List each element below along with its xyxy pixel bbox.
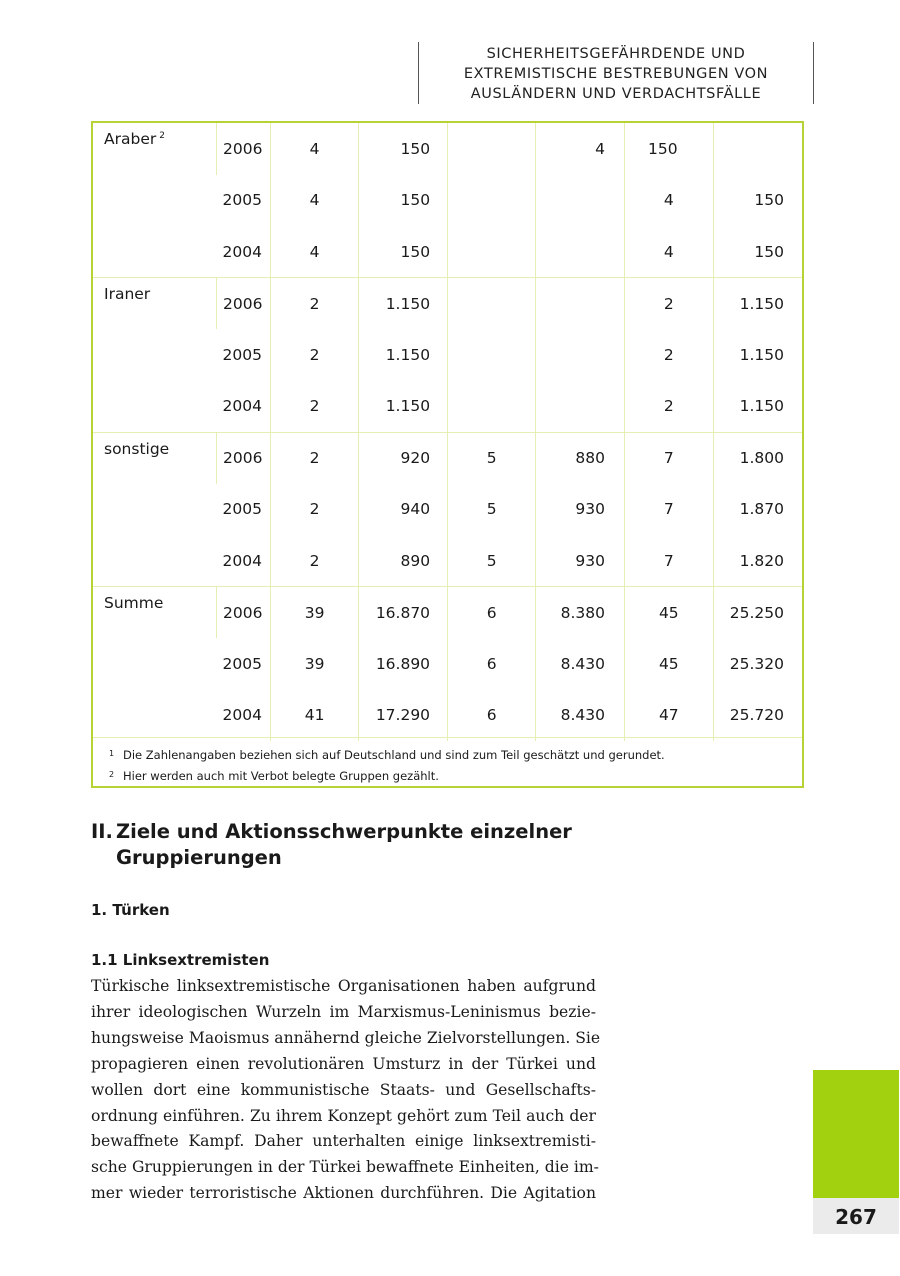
value-cell: 880 (536, 432, 625, 484)
value-cell: 2 (270, 484, 358, 536)
value-cell: 1.150 (713, 329, 802, 381)
table-footnotes (93, 737, 802, 788)
value-cell: 940 (359, 484, 448, 536)
footnote-text: Hier werden auch mit Verbot belegte Gruppen gezählt. (123, 769, 439, 783)
statistics-table (93, 123, 802, 741)
value-cell: 2 (270, 535, 358, 587)
value-cell: 4 (536, 123, 625, 175)
value-cell: 45 (625, 638, 714, 690)
year-cell: 2005 (222, 654, 262, 673)
table-row (93, 123, 802, 175)
value-cell: 2 (270, 329, 358, 381)
value-cell: 150 (359, 226, 448, 278)
value-cell: 1.150 (713, 278, 802, 330)
value-cell: 5 (448, 432, 536, 484)
group-name: sonstige (104, 439, 170, 458)
value-cell (536, 329, 625, 381)
section-title-line1: Ziele und Aktionsschwerpunkte einzelner (116, 820, 572, 843)
footnote (109, 744, 802, 765)
year-cell: 2006 (217, 587, 271, 639)
value-cell: 5 (448, 535, 536, 587)
value-cell: 4 (625, 226, 714, 278)
value-cell (448, 123, 536, 175)
footnote-reference: 2 (159, 130, 165, 141)
value-cell: 2 (625, 381, 714, 433)
value-cell: 150 (713, 175, 802, 227)
table-row (93, 278, 802, 330)
year-cell: 2006 (217, 278, 271, 330)
running-head-line: AUSLÄNDERN UND VERDACHTSFÄLLE (470, 86, 762, 102)
group-name: Summe (104, 594, 164, 612)
chapter-tab-marker (813, 1070, 899, 1198)
value-cell: 39 (270, 638, 358, 690)
value-cell: 150 (625, 123, 714, 175)
group-name-cell (93, 587, 217, 742)
value-cell: 1.150 (359, 278, 448, 330)
section-title-line2: Gruppierungen (116, 846, 282, 869)
body-line: wollen dort eine kommunistische Staats- und Gesellschafts- (91, 1080, 596, 1099)
footnote (109, 765, 802, 786)
value-cell: 7 (625, 484, 714, 536)
body-line: Türkische linksextremistische Organisationen haben aufgrund (91, 977, 596, 995)
value-cell: 41 (270, 690, 358, 742)
year-cell: 2006 (217, 123, 271, 175)
footnote-mark: 1 (109, 749, 115, 758)
running-head-line: EXTREMISTISCHE BESTREBUNGEN VON (463, 66, 769, 82)
value-cell: 4 (625, 175, 714, 227)
body-line: hungsweise Maoismus annähernd gleiche Zielvorstellungen. Sie (91, 1028, 601, 1047)
value-cell: 45 (625, 587, 714, 639)
value-cell (536, 175, 625, 227)
value-cell: 920 (359, 432, 448, 484)
year-cell: 2004 (222, 551, 262, 570)
year-cell: 2006 (217, 432, 271, 484)
value-cell: 930 (536, 484, 625, 536)
value-cell (536, 278, 625, 330)
value-cell: 1.820 (713, 535, 802, 587)
value-cell: 4 (270, 226, 358, 278)
value-cell: 150 (713, 226, 802, 278)
group-name-cell (93, 123, 217, 278)
group-name-cell (93, 432, 217, 587)
value-cell (448, 329, 536, 381)
page-number: 267 (813, 1198, 899, 1234)
footnote-mark: 2 (109, 770, 115, 779)
value-cell: 8.430 (536, 690, 625, 742)
section-number: II. (91, 820, 113, 843)
value-cell: 1.870 (713, 484, 802, 536)
value-cell: 6 (448, 638, 536, 690)
value-cell: 1.150 (359, 381, 448, 433)
value-cell: 16.870 (359, 587, 448, 639)
body-line: sche Gruppierungen in der Türkei bewaffnete Einheiten, die im- (91, 1158, 599, 1177)
value-cell: 150 (359, 175, 448, 227)
value-cell: 39 (270, 587, 358, 639)
value-cell: 1.150 (713, 381, 802, 433)
running-head-line: SICHERHEITSGEFÄHRDENDE UND (486, 46, 746, 62)
value-cell: 25.720 (713, 690, 802, 742)
value-cell: 16.890 (359, 638, 448, 690)
value-cell: 4 (270, 123, 358, 175)
body-line: ihrer ideologischen Wurzeln im Marxismus-Leninismus bezie- (91, 1002, 596, 1021)
value-cell: 2 (270, 432, 358, 484)
body-line: propagieren einen revolutionären Umsturz in der Türkei und (91, 1054, 596, 1073)
value-cell: 25.320 (713, 638, 802, 690)
value-cell (713, 123, 802, 175)
value-cell: 5 (448, 484, 536, 536)
value-cell: 890 (359, 535, 448, 587)
group-name: Iraner (104, 285, 151, 303)
subsection-heading: 1. Türken (91, 901, 170, 919)
value-cell: 47 (625, 690, 714, 742)
body-line: bewaffnete Kampf. Daher unterhalten einige linksextremisti- (91, 1132, 596, 1151)
statistics-table-frame (91, 121, 804, 788)
value-cell: 8.430 (536, 638, 625, 690)
value-cell: 8.380 (536, 587, 625, 639)
value-cell: 7 (625, 432, 714, 484)
value-cell: 2 (625, 278, 714, 330)
footnote-text: Die Zahlenangaben beziehen sich auf Deutschland und sind zum Teil geschätzt und gerundet. (123, 748, 665, 762)
subsubsection-heading: 1.1 Linksextremisten (91, 951, 270, 969)
value-cell: 1.150 (359, 329, 448, 381)
value-cell: 930 (536, 535, 625, 587)
year-cell: 2005 (222, 345, 262, 364)
group-name-cell (93, 278, 217, 433)
value-cell: 150 (359, 123, 448, 175)
year-cell: 2005 (222, 191, 262, 210)
body-line: mer wieder terroristische Aktionen durchführen. Die Agitation (91, 1184, 596, 1203)
year-cell: 2004 (222, 397, 262, 415)
value-cell (448, 381, 536, 433)
value-cell: 7 (625, 535, 714, 587)
value-cell: 1.800 (713, 432, 802, 484)
value-cell: 6 (448, 587, 536, 639)
value-cell: 2 (625, 329, 714, 381)
value-cell: 2 (270, 278, 358, 330)
value-cell (448, 278, 536, 330)
body-line: ordnung einführen. Zu ihrem Konzept gehört zum Teil auch der (91, 1106, 596, 1125)
value-cell: 6 (448, 690, 536, 742)
table-row (93, 587, 802, 639)
value-cell: 25.250 (713, 587, 802, 639)
value-cell: 4 (270, 175, 358, 227)
group-name: Araber (104, 130, 157, 148)
value-cell (536, 381, 625, 433)
value-cell: 2 (270, 381, 358, 433)
year-cell: 2004 (222, 706, 262, 725)
value-cell (448, 226, 536, 278)
table-row (93, 432, 802, 484)
section-heading (91, 819, 572, 871)
year-cell: 2004 (222, 242, 262, 261)
running-head (418, 42, 814, 104)
value-cell (448, 175, 536, 227)
body-paragraph (91, 974, 601, 1207)
value-cell: 17.290 (359, 690, 448, 742)
year-cell: 2005 (222, 500, 262, 519)
value-cell (536, 226, 625, 278)
